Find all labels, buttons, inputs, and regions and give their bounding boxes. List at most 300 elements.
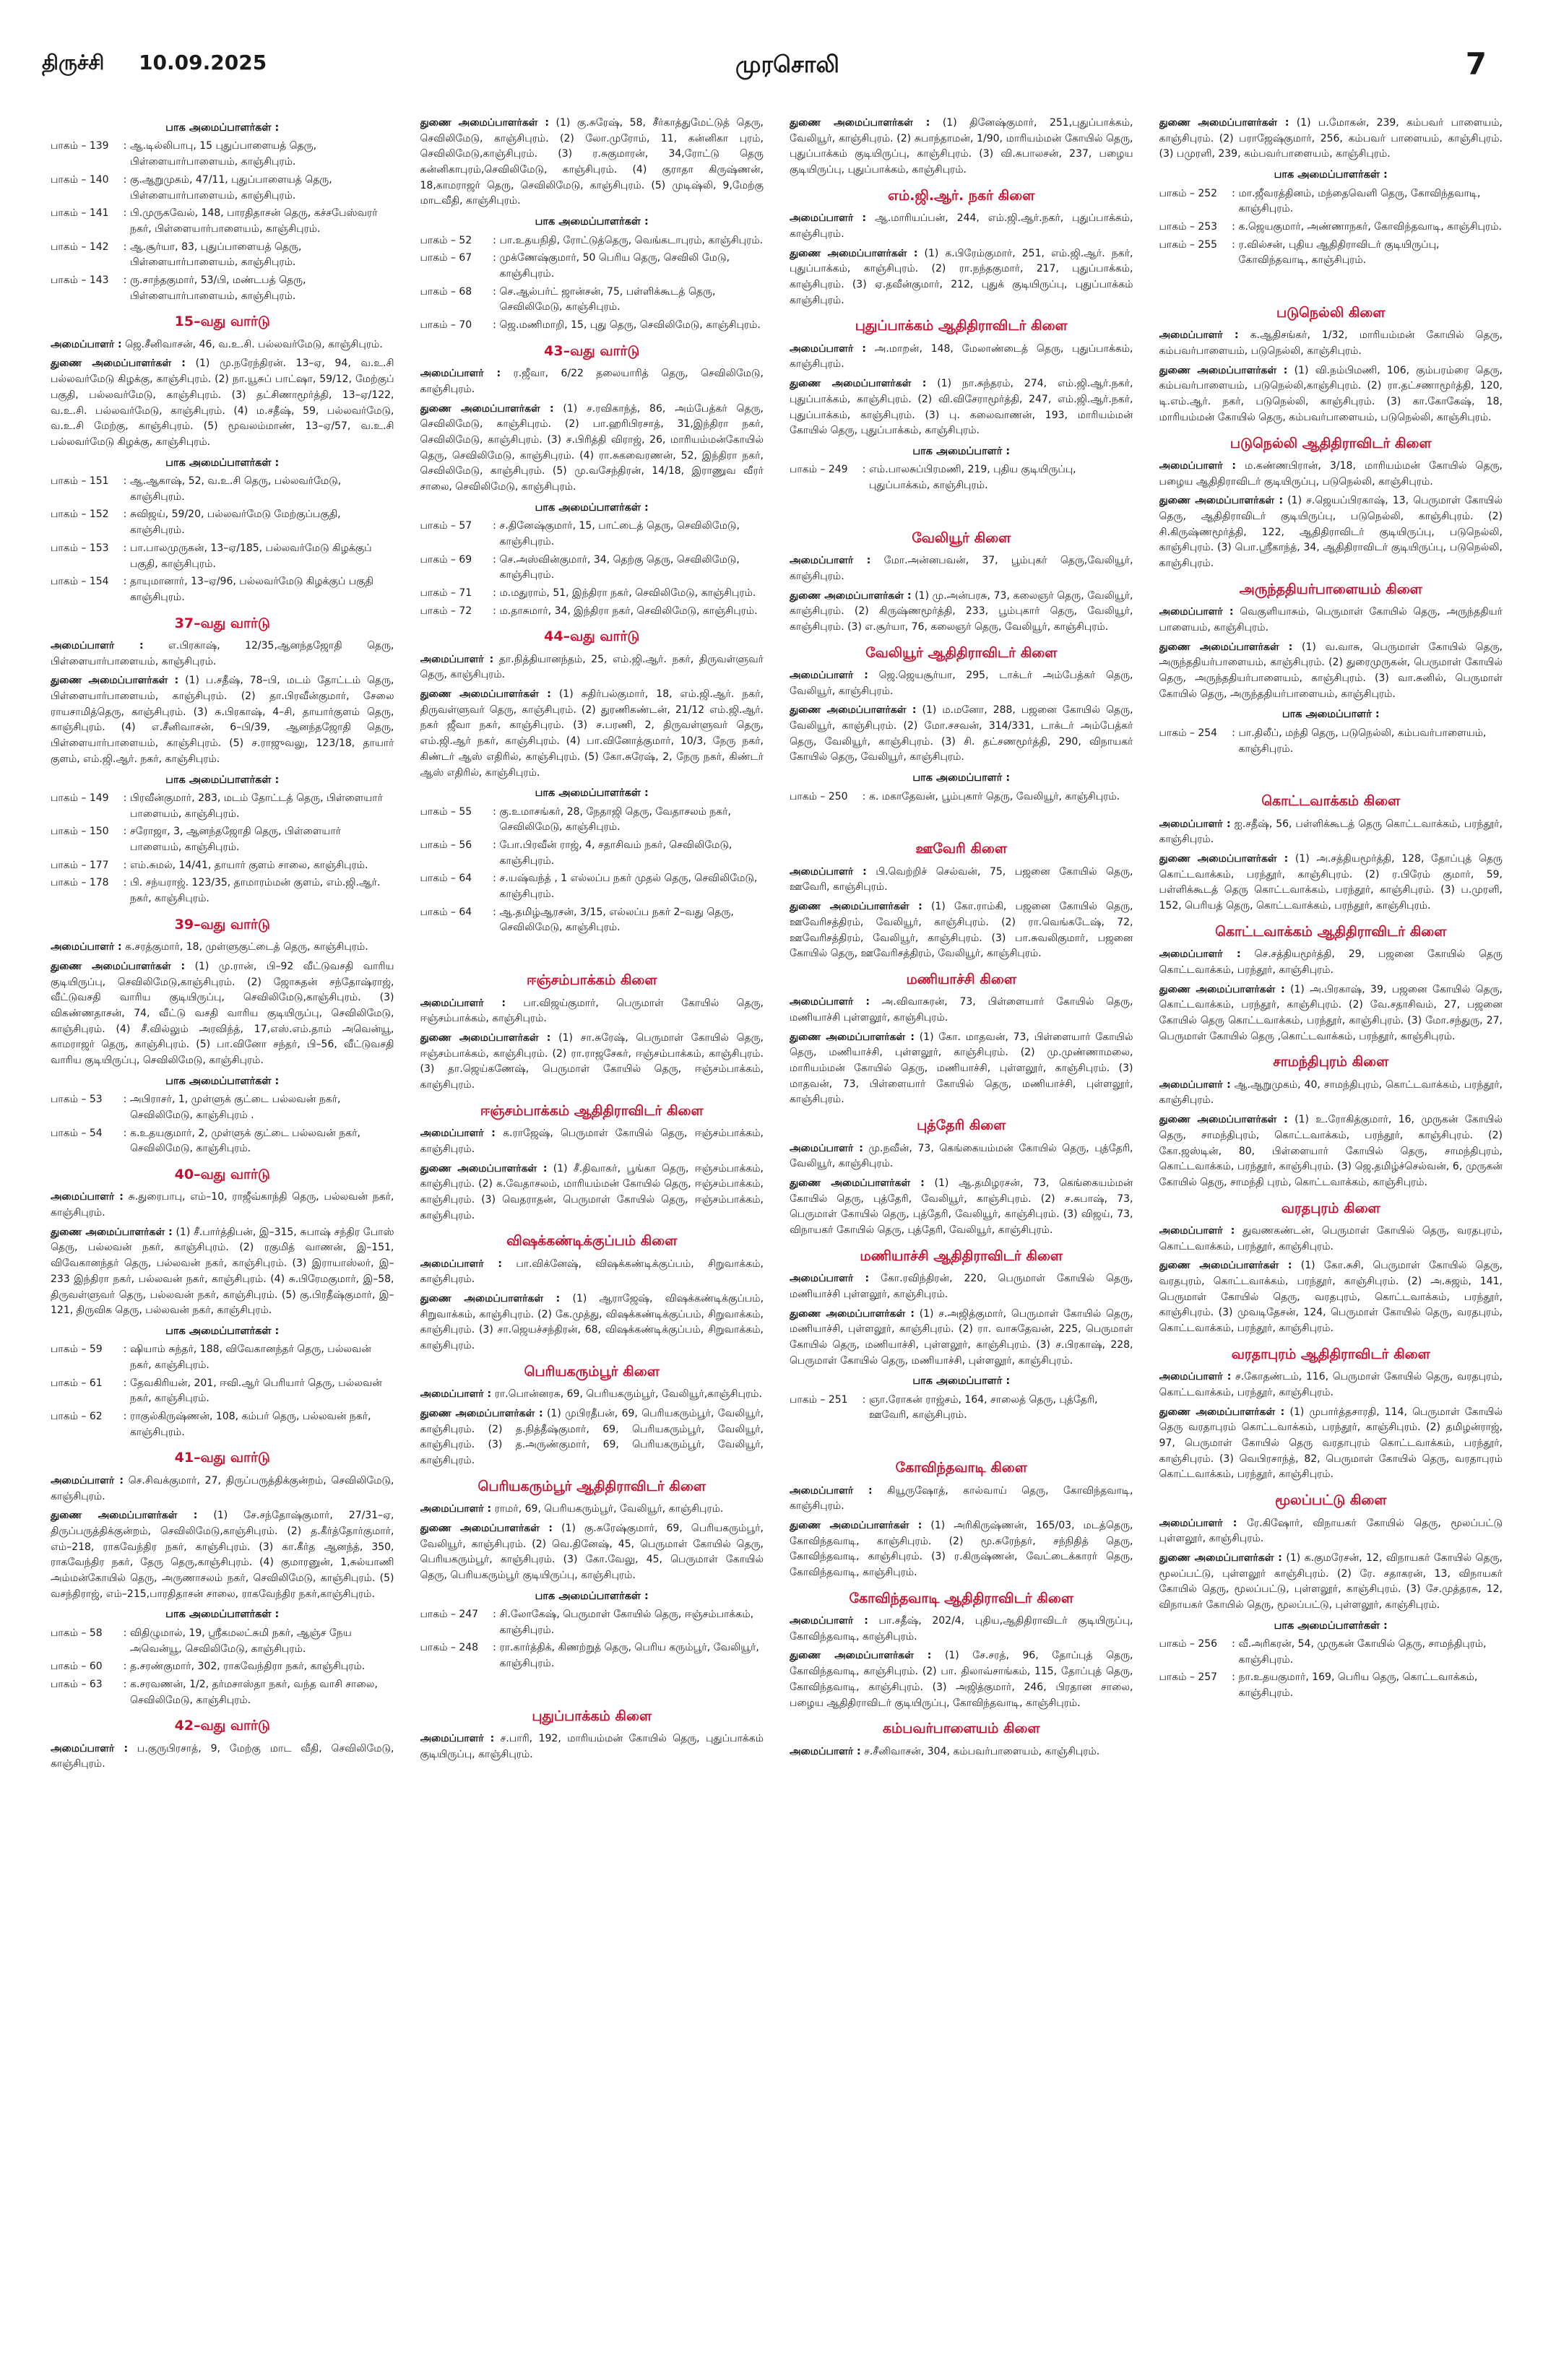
section-heading: ஈஞ்சம்பாக்கம் ஆதிதிராவிடர் கிளை	[480, 1102, 704, 1119]
booth-entry	[420, 553, 764, 584]
booth-entry	[51, 1626, 394, 1657]
appointee-details: ப.குருபிரசாத், 9, மேற்கு மாட வீதி, செவிலிமேடு, காஞ்சிபுரம்.	[51, 1742, 394, 1770]
booth-entry	[51, 507, 394, 538]
spacer	[420, 1674, 764, 1699]
booth-organizer: நா.உதயகுமார், 169, பெரிய தெரு, கொட்டவாக்கம், காஞ்சிபுரம்.	[1238, 1671, 1478, 1700]
booth-organizer: பி.முருகவேல், 148, பாரதிதாசன் தெரு, கச்சபேஸ்வரர் நகர், பிள்ளையார்பாளையம், காஞ்சிபுரம்.	[130, 207, 378, 235]
booth-number: பாகம் – 63	[51, 1678, 103, 1690]
role-label: துணை அமைப்பாளர்கள் :	[420, 117, 549, 129]
role-label: அமைப்பாளர் :	[790, 342, 866, 355]
role-label: துணை அமைப்பாளர்கள் :	[790, 589, 912, 602]
appointment-entry	[1159, 1405, 1503, 1483]
appointment-entry	[790, 1648, 1133, 1711]
booth-number: பாகம் – 139	[51, 140, 109, 152]
colon-separator: :	[123, 1627, 127, 1639]
booth-entry	[420, 251, 764, 282]
appointment-entry	[51, 1508, 394, 1602]
role-label: துணை அமைப்பாளர்கள் :	[51, 1226, 173, 1238]
role-label: துணை அமைப்பாளர்கள் :	[1159, 1260, 1292, 1272]
appointee-details: (1) தினேஷ்குமார், 251,புதுப்பாக்கம், வேலியூர், காஞ்சிபுரம். (2) சுபாந்தாமன், 1/90, மாரியம்மன் கோயில் தெரு, புதுப்பாக்கம் குடியிருப்பு, காஞ்சிபுரம். (3) வி.சுபாலசன், 237, பழைய குடியிருப்பு, புதுப்பாக்கம், காஞ்சிபுரம்.	[790, 117, 1133, 176]
spacer	[1159, 271, 1503, 295]
role-label: துணை அமைப்பாளர்கள் :	[790, 704, 917, 717]
colon-separator: :	[123, 1678, 127, 1690]
appointee-details: மு.நவீன், 73, கெங்கையம்மன் கோயில் தெரு, புத்தேரி, வேலியூர், காஞ்சிபுரம்.	[790, 1142, 1133, 1170]
booth-entry	[51, 858, 394, 874]
booth-number: பாகம் – 256	[1159, 1638, 1218, 1650]
role-label: அமைப்பாளர் :	[790, 1142, 863, 1154]
role-label: அமைப்பாளர் :	[1159, 1517, 1237, 1529]
subsection-heading: பாக அமைப்பாளர்கள் :	[535, 216, 649, 228]
role-label: அமைப்பாளர் :	[790, 1484, 873, 1497]
role-label: துணை அமைப்பாளர்கள் :	[1159, 1552, 1282, 1564]
booth-entry	[51, 791, 394, 822]
role-label: துணை அமைப்பாளர்கள் :	[51, 675, 179, 687]
appointee-details: சு.துரைபாபு, எம்–10, ராஜீவ்காந்தி தெரு, பல்லவன் நகர், காஞ்சிபுரம்.	[51, 1191, 394, 1219]
booth-number: பாகம் – 64	[420, 906, 472, 918]
colon-separator: :	[123, 1661, 127, 1673]
booth-organizer: கு.உமாசங்கர், 28, நேதாஜி தெரு, வேதாசலம் நகர், செவிலிமேடு, காஞ்சிபுரம்.	[499, 805, 731, 834]
booth-number: பாகம் – 141	[51, 207, 109, 220]
appointment-entry	[420, 1731, 764, 1762]
appointee-details: (1) முபிரதீபன், 69, பெரியகரும்பூர், வேலியூர், காஞ்சிபுரம். (2) த.நித்தீஷ்குமார், 69, பெரியகரும்பூர், வேலியூர், காஞ்சிபுரம். (3) த.அருண்குமார், 69, பெரியகரும்பூர், வேலியூர், காஞ்சிபுரம்.	[420, 1407, 764, 1467]
appointee-details: கியூருஷோத், கால்வாய் தெரு, கோவிந்தவாடி, காஞ்சிபுரம்.	[790, 1484, 1133, 1513]
booth-number: பாகம் – 143	[51, 274, 109, 286]
role-label: அமைப்பாளர் :	[51, 640, 144, 652]
subsection-heading: பாக அமைப்பாளர்கள் :	[535, 787, 649, 800]
role-label: அமைப்பாளர் :	[51, 1191, 124, 1203]
booth-entry	[420, 586, 764, 602]
role-label: அமைப்பாளர் :	[790, 996, 870, 1008]
appointment-entry	[790, 246, 1133, 309]
booth-number: பாகம் – 54	[51, 1127, 103, 1139]
booth-number: பாகம் – 67	[420, 252, 472, 264]
appointment-entry	[790, 995, 1133, 1026]
booth-number: பாகம் – 60	[51, 1661, 103, 1673]
booth-entry	[420, 805, 764, 836]
subsection-heading: பாக அமைப்பாளர் :	[912, 772, 1011, 784]
colon-separator: :	[123, 274, 127, 286]
appointee-details: (1) க.குமரேசன், 12, விநாயகர் கோயில் தெரு, மூலப்பட்டு, புள்ளலூர் காஞ்சிபுரம். (2) ரே. சதாகரன், 13, விநாயகர் கோயில் தெரு, மூலப்பட்டு, புள்ளலூர், காஞ்சிபுரம். (3) சே.முத்தரசு, 12, விநாயகர் கோயில் தெரு, மூலப்பட்டு, புள்ளலூர், காஞ்சிபுரம்.	[1159, 1552, 1503, 1611]
booth-entry	[51, 574, 394, 605]
booth-organizer: முக்ணேஷ்குமார், 50 பெரிய தெரு, செவிலி மேடு, காஞ்சிபுரம்.	[499, 252, 730, 280]
colon-separator: :	[862, 464, 866, 476]
appointee-details: அ.மாறன், 148, மேலாண்டைத் தெரு, புதுப்பாக்கம், காஞ்சிபுரம்.	[790, 342, 1133, 371]
booth-organizer: சி.லோகேஷ், பெருமாள் கோயில் தெரு, ஈஞ்சம்பாக்கம், காஞ்சிபுரம்.	[499, 1609, 754, 1636]
appointment-entry	[420, 652, 764, 683]
appointment-entry	[1159, 328, 1503, 359]
colon-separator: :	[862, 790, 866, 802]
section-heading: அருந்ததியர்பாளையம் கிளை	[1239, 581, 1422, 597]
appointee-details: துவணகண்டன், பெருமாள் கோயில் தெரு, வரதபுரம், கொட்டவாக்கம், பரந்தூர், காஞ்சிபுரம்.	[1159, 1225, 1503, 1252]
booth-organizer: ராகுல்கிருஷ்ணன், 108, கம்பர் தெரு, பல்லவன் நகர், காஞ்சிபுரம்.	[130, 1411, 371, 1438]
booth-entry	[51, 1659, 394, 1675]
booth-number: பாகம் – 252	[1159, 187, 1218, 199]
spacer	[1159, 759, 1503, 784]
appointee-details: ஜெ.சீனிவாசன், 46, வ.உ.சி. பல்லவர்மேடு, காஞ்சிபுரம்.	[125, 338, 383, 350]
role-label: துணை அமைப்பாளர்கள் :	[1159, 853, 1289, 865]
booth-number: பாகம் – 70	[420, 319, 472, 332]
appointment-entry	[1159, 817, 1503, 848]
appointment-entry	[790, 116, 1133, 178]
role-label: அமைப்பாளர் :	[51, 1742, 129, 1754]
subsection-heading: பாக அமைப்பாளர் :	[912, 445, 1011, 457]
booth-number: பாகம் – 140	[51, 173, 109, 186]
appointee-details: (1) ம.மனோ, 288, பஜனை கோயில் தெரு, வேலியூர், காஞ்சிபுரம். (2) மோ.சசவன், 314/331, டாக்டர் அம்பேத்கர் தெரு, வேலியூர், காஞ்சிபுரம். (3) சி. தட்சணமூர்த்தி, 290, விநாயகர் கோயில் தெரு, வேலியூர், காஞ்சிபுரம்.	[790, 704, 1133, 763]
booth-number: பாகம் – 61	[51, 1377, 103, 1389]
colon-separator: :	[123, 1411, 127, 1423]
booth-organizer: சுவிஜய், 59/20, பல்லவர்மேடு மேற்குப்பகுதி, காஞ்சிபுரம்.	[130, 509, 341, 537]
role-label: அமைப்பாளர் :	[1159, 459, 1236, 472]
booth-organizer: பா.பாலமுருகன், 13–ஏ/185, பல்லவர்மேடு கிழக்குப் பகுதி, காஞ்சிபுரம்.	[130, 542, 372, 570]
booth-number: பாகம் – 62	[51, 1411, 103, 1423]
subsection-heading: பாக அமைப்பாளர்கள் :	[165, 1325, 280, 1337]
colon-separator: :	[123, 173, 127, 186]
appointee-details: ச.கோதண்டம், 116, பெருமாள் கோயில் தெரு, வரதபுரம், கொட்டவாக்கம், பரந்தூர், காஞ்சிபுரம்.	[1159, 1371, 1503, 1398]
appointee-details: கோ.ரவிந்திரன், 220, பெருமாள் கோயில் தெரு, மணியாச்சி புள்ளலூர், காஞ்சிபுரம்.	[790, 1273, 1133, 1300]
booth-organizer: ம.மதுராம், 51, இந்திரா நகர், செவிலிமேடு, காஞ்சிபுரம்.	[499, 587, 756, 599]
role-label: துணை அமைப்பாளர்கள் :	[1159, 117, 1289, 129]
booth-number: பாகம் – 149	[51, 792, 109, 804]
appointee-details: (1) முபார்த்தசாரதி, 114, பெருமாள் கோயில் தெரு வரதாபுரம் கொட்டவாக்கம், பரந்தூர், காஞ்சிபுரம். (2) தமிழன்ராஜ், 97, பெருமாள் கோயில் தெரு வரதாபுரம் கொட்டவாக்கம், பரந்தூர், காஞ்சிபுரம். (3) வெபிரசாந்த், 82, பெருமாள் கோயில் தெரு, வரதாபுரம் கொட்டவாக்கம், பரந்தூர், காஞ்சிபுரம்.	[1159, 1406, 1503, 1481]
booth-organizer: பிரவீன்குமார், 283, மடம் தோட்டத் தெரு, பிள்ளையார் பாளையம், காஞ்சிபுரம்.	[130, 792, 383, 820]
colon-separator: :	[123, 542, 127, 554]
booth-entry	[420, 519, 764, 550]
booth-organizer: ஆ.டில்லிபாபு, 15 புதுப்பாளையத் தெரு, பிள்ளையார்பாளையம், காஞ்சிபுரம்.	[130, 140, 317, 168]
appointment-entry	[1159, 459, 1503, 490]
appointment-entry	[1159, 363, 1503, 426]
subsection-heading: பாக அமைப்பாளர்கள் :	[1274, 1619, 1388, 1632]
role-label: அமைப்பாளர் :	[420, 997, 506, 1009]
appointee-details: (1) கோ.ராம்கி, பஜனை கோயில் தெரு, ஊவேரிசத்திரம், வேலியூர், காஞ்சிபுரம். (2) ரா.வெங்கடேஷ், 72, ஊவேரிசத்திரம், வேலியூர், காஞ்சிபுரம். (3) பா.சுவலிகுமார், பஜனை கோயில் தெரு, ஊவேரிசத்திரம், வேலியூர், காஞ்சிபுரம்.	[790, 901, 1133, 960]
colon-separator: :	[123, 877, 127, 889]
appointment-entry	[420, 1257, 764, 1288]
booth-number: பாகம் – 248	[420, 1642, 479, 1654]
subsection-heading: பாக அமைப்பாளர்கள் :	[165, 774, 280, 786]
subsection-heading: பாக அமைப்பாளர் :	[1281, 709, 1380, 721]
appointment-entry	[790, 899, 1133, 962]
role-label: துணை அமைப்பாளர்கள் :	[1159, 1406, 1285, 1418]
role-label: துணை அமைப்பாளர்கள் :	[420, 1031, 551, 1044]
booth-number: பாகம் – 56	[420, 839, 472, 852]
booth-number: பாகம் – 64	[420, 873, 472, 885]
appointee-details: ச.சீனிவாசன், 304, கம்பவர்பாளையம், காஞ்சிபுரம்.	[864, 1745, 1100, 1757]
section-heading: 43–வது வார்டு	[544, 342, 640, 359]
section-heading: கம்பவர்பாளையம் கிளை	[882, 1721, 1040, 1737]
booth-number: பாகம் – 178	[51, 877, 109, 889]
section-heading: புத்தேரி கிளை	[917, 1117, 1006, 1134]
role-label: துணை அமைப்பாளர்கள் :	[51, 358, 186, 370]
booth-entry	[51, 1126, 394, 1157]
booth-number: பாகம் – 253	[1159, 220, 1218, 233]
column-3	[790, 116, 1133, 2369]
appointee-details: வெகுளியாசும், பெருமாள் கோயில் தெரு, அருந்ததியர் பாளையம், காஞ்சிபுரம்.	[1159, 606, 1503, 633]
booth-organizer: விதிழுமால், 19, ஸ்ரீகமலட்சுமி நகர், ஆஞ்ச நேய அவென்யூ, செவிலிமேடு, காஞ்சிபுரம்.	[130, 1627, 352, 1655]
appointment-entry	[790, 1141, 1133, 1172]
role-label: துணை அமைப்பாளர்கள் :	[790, 378, 927, 390]
section-heading: கொட்டவாக்கம் கிளை	[1261, 793, 1401, 810]
appointment-entry	[420, 1387, 764, 1403]
appointee-details: (1) ஆராஜேஷ், விஷக்கண்டிக்குப்பம், சிறுவாக்கம், காஞ்சிபுரம். (2) கே.முத்து, விஷக்கண்டிக்குப்பம், சிறுவாக்கம், காஞ்சிபுரம். (3) சா.ஜெயச்சந்திரன், 68, விஷக்கண்டிக்குப்பம், சிறுவாக்கம், காஞ்சிபுரம்.	[420, 1293, 764, 1352]
booth-number: பாகம் – 142	[51, 241, 109, 253]
appointee-details: (1) கு.சுரேஷ், 58, சீர்காத்துமேட்டுத் தெரு, செவிலிமேடு, காஞ்சிபுரம். (2) லோ.முரோம், 11, கன்னிகா புரம், செவிலிமேடு,காஞ்சிபுரம். (3) ர.சுகுமாரன், 34,ரோட்டு தெரு கன்னிகாபுரம்,செவிலிமேடு, காஞ்சிபுரம். (4) குராதா கிருஷ்ணன், 18,காமராஜர் தெரு, செவிலிமேடு, காஞ்சிபுரம். (5) முடிஷ்லி, 9,மேற்கு மாடவீதி, காஞ்சிபுரம்.	[420, 117, 764, 207]
booth-organizer: ஜெ.மணிமாறி, 15, புது தெரு, செவிலிமேடு, காஞ்சிபுரம்.	[499, 319, 761, 332]
appointment-entry	[1159, 1224, 1503, 1255]
role-label: துணை அமைப்பாளர்கள் :	[420, 688, 551, 701]
booth-entry	[51, 875, 394, 906]
appointment-entry	[51, 673, 394, 767]
role-label: அமைப்பாளர் :	[420, 1733, 495, 1745]
spacer	[420, 938, 764, 963]
appointment-entry	[51, 1225, 394, 1319]
role-label: துணை அமைப்பாளர்கள் :	[51, 960, 186, 972]
spacer	[790, 496, 1133, 521]
booth-entry	[790, 789, 1133, 805]
booth-number: பாகம் – 257	[1159, 1671, 1218, 1684]
colon-separator: :	[493, 605, 496, 617]
section-heading: படுநெல்லி ஆதிதிராவிடர் கிளை	[1229, 435, 1432, 451]
section-heading: படுநெல்லி கிளை	[1276, 304, 1386, 321]
booth-organizer: எம்.சுமல், 14/41, தாயார் குளம் சாலை, காஞ்சிபுரம்.	[130, 859, 368, 871]
booth-organizer: எம்.பாலசுப்பிரமணி, 219, புதிய குடியிருப்பு, புதுப்பாக்கம், காஞ்சிபுரம்.	[869, 464, 1076, 492]
appointment-entry	[420, 1521, 764, 1584]
booth-entry	[51, 173, 394, 204]
colon-separator: :	[123, 1127, 127, 1139]
appointee-details: ஆ.ஆறுமுகம், 40, சாமந்திபுரம், கொட்டவாக்கம், பரந்தூர், காஞ்சிபுரம்.	[1159, 1078, 1503, 1107]
subsection-heading: பாக அமைப்பாளர்கள் :	[535, 1590, 649, 1602]
section-heading: மணியாச்சி கிளை	[906, 971, 1016, 987]
appointee-details: பி.வெற்றிச் செல்வன், 75, பஜனை கோயில் தெரு, ஊவேரி, காஞ்சிபுரம்.	[790, 865, 1133, 893]
booth-organizer: பி. சந்யராஜ். 123/35, தாமாரம்மன் குளம், எம்.ஜி.ஆர். நகர், காஞ்சிபுரம்.	[130, 877, 381, 905]
appointee-details: (1) சுதிர்பல்குமார், 18, எம்.ஜி.ஆர். நகர், திருவள்ளுவர் தெரு, காஞ்சிபுரம். (2) துரணிகண்டன், 21/12 எம்.ஜி.ஆர். நகர் ஜீவா நகர், காஞ்சிபுரம். (3) ச.பரணி, 2, திருவள்ளுவர் தெரு, எம்.ஜி.ஆர் நகர், காஞ்சிபுரம். (4) பா.வினோத்குமார், 10/3, நேரு நகர், கிண்டர் ஆஸ் எதிரில், காஞ்சிபுரம். (5) கோ.சுரேஷ், 2, நேரு நகர், கிண்டர் ஆஸ் எதிரில், காஞ்சிபுரம்.	[420, 688, 764, 779]
appointment-entry	[1159, 947, 1503, 978]
booth-organizer: ச.தினேஷ்குமார், 15, பாட்டைத் தெரு, செவிலிமேடு, காஞ்சிபுரம்.	[499, 520, 740, 548]
appointee-details: ரா.பொன்னரசு, 69, பெரியகரும்பூர், வேலியூர்,காஞ்சிபுரம்.	[494, 1388, 762, 1401]
subsection-heading: பாக அமைப்பாளர்கள் :	[165, 456, 280, 469]
booth-number: பாகம் – 250	[790, 790, 848, 802]
role-label: அமைப்பாளர் :	[51, 338, 122, 350]
booth-number: பாகம் – 153	[51, 542, 109, 554]
appointee-details: (1) சே.சந்தோஷ்குமார், 27/31–ஏ, திருப்பருத்திக்குன்றம், செவிலிமேடு,காஞ்சிபுரம். (2) த.கீர்த்தோர்குமார், எம்–218, ராகவேந்திர நகர், காஞ்சிபுரம். (3) கா.கீர்த ஆனந்த், 350, ராகவேந்திர நகர், தேரு தெரு,காஞ்சிபுரம். (4) குமாரனுன், 1,சுல்யாணி அம்மன்கோயில் தெரு, அருணாசலம் நகர், செவிலிமேடு, காஞ்சிபுரம். (5) வசந்திராஜ், எம்–215,பாரதிதாசன் சாலை, ராகவேந்திர நகர்,காஞ்சிபுரம்.	[51, 1510, 394, 1600]
appointment-entry	[790, 211, 1133, 242]
role-label: அமைப்பாளர் :	[420, 1128, 496, 1140]
booth-entry	[51, 139, 394, 170]
booth-organizer: ஞா.ரோகன் ராஜ்சம், 164, சாலைத் தெரு, புத்தேரி, ஊவேரி, காஞ்சிபுரம்.	[869, 1393, 1098, 1421]
role-label: துணை அமைப்பாளர்கள் :	[790, 901, 922, 913]
role-label: துணை அமைப்பாளர்கள் :	[790, 247, 918, 259]
booth-number: பாகம் – 154	[51, 576, 109, 588]
appointment-entry	[790, 1030, 1133, 1108]
booth-number: பாகம் – 152	[51, 509, 109, 521]
colon-separator: :	[123, 475, 127, 488]
subsection-heading: பாக அமைப்பாளர் :	[912, 1375, 1011, 1388]
colon-separator: :	[493, 1609, 496, 1621]
colon-separator: :	[1232, 220, 1235, 233]
appointment-entry	[1159, 1112, 1503, 1190]
booth-organizer: க.ஜெயகுமார், அண்ணாநகர், கோவிந்தவாடி, காஞ்சிபுரம்.	[1238, 220, 1502, 233]
booth-entry	[420, 871, 764, 902]
role-label: துணை அமைப்பாளர்கள் :	[420, 1407, 543, 1419]
colon-separator: :	[123, 792, 127, 804]
appointee-details: (1) சீ.திவாகர், பூங்கா தெரு, ஈஞ்சம்பாக்கம், காஞ்சிபுரம். (2) க.வேதாசலம், மாரியம்மன் கோயில் தெரு, ஈஞ்சம்பாக்கம், காஞ்சிபுரம். (3) வெதராதன், பெருமாள் கோயில் தெரு, ஈஞ்சம்பாக்கம், காஞ்சிபுரம்.	[420, 1162, 764, 1221]
role-label: அமைப்பாளர் :	[420, 1258, 503, 1270]
booth-number: பாகம் – 255	[1159, 238, 1218, 251]
colon-separator: :	[123, 1377, 127, 1389]
section-heading: 39–வது வார்டு	[174, 916, 270, 932]
role-label: துணை அமைப்பாளர்கள் :	[790, 1177, 925, 1189]
section-heading: விஷக்கண்டிக்குப்பம் கிளை	[506, 1233, 678, 1250]
section-heading: 15–வது வார்டு	[174, 313, 270, 330]
appointee-details: மோ.அன்னபவன், 37, பூம்புகர் தெரு,வேலியூர், காஞ்சிபுரம்.	[790, 555, 1133, 582]
booth-organizer: ஷியாம் சுந்தர், 188, விவேகானந்தர் தெரு, பல்லவன் நகர், காஞ்சிபுரம்.	[130, 1343, 371, 1372]
section-heading: வரதபுரம் கிளை	[1281, 1200, 1380, 1216]
section-heading: பெரியகரும்பூர் ஆதிதிராவிடர் கிளை	[477, 1478, 706, 1494]
role-label: துணை அமைப்பாளர்கள் :	[790, 117, 930, 129]
booth-entry	[420, 285, 764, 316]
role-label: துணை அமைப்பாளர்கள் :	[790, 1650, 932, 1662]
appointee-details: செ.சத்தியமூர்த்தி, 29, பஜனை கோயில் தெரு கொட்டவாக்கம், பரந்தூர், காஞ்சிபுரம்.	[1159, 948, 1503, 976]
appointee-details: ராமர், 69, பெரியகரும்பூர், வேலியூர், காஞ்சிபுரம்.	[494, 1503, 724, 1515]
role-label: அமைப்பாளர் :	[790, 212, 867, 225]
subsection-heading: பாக அமைப்பாளர்கள் :	[165, 1609, 280, 1621]
role-label: துணை அமைப்பாளர்கள் :	[1159, 641, 1293, 653]
booth-organizer: பா.உதயநிதி, ரோட்டுத்தெரு, வெங்கடாபுரம், காஞ்சிபுரம்.	[499, 234, 764, 246]
appointment-entry	[790, 668, 1133, 699]
section-heading: வேலியூர் ஆதிதிராவிடர் கிளை	[865, 644, 1058, 661]
colon-separator: :	[123, 576, 127, 588]
booth-entry	[51, 541, 394, 572]
appointee-details: க.ராஜேஷ், பெருமாள் கோயில் தெரு, ஈஞ்சம்பாக்கம், காஞ்சிபுரம்.	[420, 1128, 764, 1155]
colon-separator: :	[493, 319, 496, 332]
appointee-details: (1) வி.நம்பிமணி, 106, கும்பரம்ரை தெரு, கம்பவர்பாளையம், படுநெல்லி,காஞ்சிபுரம். (2) ரா.தட்சணாமூர்த்தி, 120, டி.எம்.ஆர். நகர், படுநெல்லி, காஞ்சிபுரம். (3) கா.கோகேஷ், 18, மாரியம்மன் கோயில் தெரு, கம்பவர்பாளையம், படுநெல்லி, காஞ்சிபுரம்.	[1159, 364, 1503, 423]
booth-entry	[1159, 1670, 1503, 1701]
booth-organizer: வீ.அரிகரன், 54, முருகன் கோயில் தெரு, சாமந்திபுரம், காஞ்சிபுரம்.	[1238, 1638, 1487, 1666]
role-label: அமைப்பாளர் :	[51, 941, 122, 953]
booth-entry	[51, 1376, 394, 1407]
booth-organizer: க.சரவணன், 1/2, தர்மசாஸ்தா நகர், வந்த வாசி சாலை, செவிலிமேடு, காஞ்சிபுரம்.	[130, 1678, 378, 1706]
colon-separator: :	[123, 207, 127, 220]
appointment-entry	[51, 639, 394, 670]
column-1	[51, 116, 394, 2369]
section-heading: ஊவேரி கிளை	[915, 841, 1008, 857]
appointment-entry	[420, 1126, 764, 1157]
appointee-details: செ.சிவக்குமார், 27, திருப்பருத்திக்குன்றம், செவிலிமேடு, காஞ்சிபுரம்.	[51, 1474, 394, 1502]
appointment-entry	[790, 1614, 1133, 1645]
role-label: அமைப்பாளர் :	[790, 865, 867, 878]
appointee-details: (1) கோ.சுசி, பெருமாள் கோயில் தெரு, வரதபுரம், கொட்டவாக்கம், பரந்தூர், காஞ்சிபுரம். (2) அ.சுஜம், 141, பெருமாள் கோயில் தெரு, வரதபுரம், கொட்டவாக்கம், பரந்தூர், காஞ்சிபுரம். (3) முவடிதேசன், 124, பெருமாள் கோயில் தெரு, வரதபுரம், கொட்டவாக்கம், பரந்தூர், காஞ்சிபுரம்.	[1159, 1260, 1503, 1335]
booth-organizer: செ.அஸ்வின்குமார், 34, தெற்கு தெரு, செவிலிமேடு, காஞ்சிபுரம்.	[499, 553, 740, 581]
appointee-details: (1) வ.வாசு, பெருமாள் கோயில் தெரு, அருந்ததியர்பாளையம், காஞ்சிபுரம். (2) துரைமுருகன், பெருமாள் கோயில் தெரு, அருந்ததியர்பாளையம், காஞ்சிபுரம். (3) வா.சுனில், பெருமாள் கோயில் தெரு, அருந்ததியர்பாளையம், காஞ்சிபுரம்.	[1159, 641, 1503, 700]
page-number: 7	[1465, 46, 1487, 82]
booth-number: பாகம் – 55	[420, 805, 472, 818]
colon-separator: :	[123, 826, 127, 838]
booth-organizer: அபிராசர், 1, முள்ளுக் குட்டை பல்லவன் நகர், செவிலிமேடு, காஞ்சிபுரம் .	[130, 1094, 341, 1121]
appointee-details: ஜெ.ஜெயசூர்யா, 295, டாக்டர் அம்பேத்கர் தெரு, வேலியூர், காஞ்சிபுரம்.	[790, 670, 1133, 697]
section-heading: கோவிந்தவாடி ஆதிதிராவிடர் கிளை	[849, 1590, 1073, 1606]
subsection-heading: பாக அமைப்பாளர்கள் :	[1274, 169, 1388, 181]
role-label: துணை அமைப்பாளர்கள் :	[420, 1162, 548, 1174]
appointee-details: ம.கண்ணபிரான், 3/18, மாரியம்மன் கோயில் தெரு, பழைய ஆதிதிராவிடர் குடியிருப்பு, படுநெல்லி, காஞ்சிபுரம்.	[1159, 459, 1503, 488]
booth-number: பாகம் – 72	[420, 605, 472, 617]
subsection-heading: பாக அமைப்பாளர்கள் :	[165, 1075, 280, 1087]
appointee-details: பா.விஜய்குமார், பெருமாள் கோயில் தெரு, ஈஞ்சம்பாக்கம், காஞ்சிபுரம்.	[420, 997, 764, 1025]
colon-separator: :	[123, 1094, 127, 1106]
booth-number: பாகம் – 251	[790, 1393, 848, 1406]
booth-entry	[51, 824, 394, 855]
appointment-entry	[420, 1502, 764, 1518]
appointee-details: (1) கு.சுரேஷ்குமார், 69, பெரியகரும்பூர், வேலியூர், காஞ்சிபுரம். (2) வெ.தினேஷ், 45, பெருமாள் கோயில் தெரு, பெரியகரும்பூர், காஞ்சிபுரம். (3) கோ.வேலு, 45, பெருமாள் கோயில் தெரு, பெரியகரும்பூர் குடியிருப்பு, காஞ்சிபுரம்.	[420, 1522, 764, 1581]
role-label: துணை அமைப்பாளர்கள் :	[1159, 983, 1285, 995]
colon-separator: :	[1232, 1671, 1235, 1684]
colon-separator: :	[493, 252, 496, 264]
column-4	[1159, 116, 1503, 2369]
appointment-entry	[1159, 493, 1503, 571]
appointment-entry	[1159, 1516, 1503, 1547]
appointment-entry	[790, 1744, 1133, 1760]
section-heading: மணியாச்சி ஆதிதிராவிடர் கிளை	[860, 1247, 1063, 1264]
role-label: அமைப்பாளர் :	[420, 1388, 492, 1401]
appointee-details: எ.பிரகாஷ், 12/35,ஆனந்தஜோதி தெரு, பிள்ளையார்பாளையம், காஞ்சிபுரம்.	[51, 640, 394, 667]
booth-entry	[51, 1409, 394, 1440]
colon-separator: :	[493, 873, 496, 885]
appointee-details: ஆ.மாரியப்பன், 244, எம்.ஜி.ஆர்.நகர், புதுப்பாக்கம், காஞ்சிபுரம்.	[790, 212, 1133, 240]
colon-separator: :	[1232, 187, 1235, 199]
role-label: அமைப்பாளர் :	[1159, 1078, 1231, 1091]
booth-entry	[420, 838, 764, 869]
colon-separator: :	[123, 241, 127, 253]
appointment-entry	[51, 940, 394, 956]
edition-city: திருச்சி	[42, 51, 105, 74]
booth-entry	[51, 1677, 394, 1708]
section-heading: 42–வது வார்டு	[174, 1718, 270, 1734]
colon-separator: :	[493, 805, 496, 818]
appointee-details: (1) மு.நரேந்திரன். 13–ஏ, 94, வ.உ.சி பல்லவர்மேடு கிழக்கு, காஞ்சிபுரம். (2) நா.யூசுப் பாட்ஷா, 59/12, மேற்குப் பகுதி, பல்லவர்மேடு, காஞ்சிபுரம். (3) தட்சிணாமூர்த்தி, 13–ஏ/122, வ.உ.சி. பல்லவர்மேடு, காஞ்சிபுரம். (4) ம.சதீஷ், 59, பல்லவர்மேடு, வ.உ.சி மேற்கு, காஞ்சிபுரம். (5) மூவலம்மாண், 13–ஏ/57, வ.உ.சி பல்லவர்மேடு கிழக்கு, காஞ்சிபுரம்.	[51, 358, 394, 448]
booth-number: பாகம் – 254	[1159, 727, 1218, 739]
appointment-entry	[1159, 1369, 1503, 1401]
appointment-entry	[790, 1518, 1133, 1581]
role-label: அமைப்பாளர் :	[420, 368, 501, 380]
booth-number: பாகம் – 71	[420, 587, 472, 599]
role-label: அமைப்பாளர் :	[1159, 329, 1239, 342]
appointment-entry	[420, 1031, 764, 1094]
appointee-details: (1) ச.ரவிகாந்த், 86, அம்பேத்கர் தெரு, செவிலிமேடு, காஞ்சிபுரம். (2) பா.ஹரிபிரசாத், 31,இந்திரா நகர், செவிலிமேடு, காஞ்சிபுரம். (3) ச.பிரித்தி விராஜ், 26, மாரியம்மன்கோயில் தெரு, செவிலிமேடு, காஞ்சிபுரம். (4) ரா.சுகவைரணன், 52, இந்திரா நகர், செவிலிமேடு, காஞ்சிபுரம். (5) மு.வசேந்திரன், 14/18, இராணுவ வீரர் சாலை, செவிலிமேடு, காஞ்சிபுரம்.	[420, 402, 764, 493]
masthead	[42, 46, 1487, 85]
appointee-details: ஐ.சதீஷ், 56, பள்ளிக்கூடத் தெரு கொட்டவாக்கம், பரந்தூர், காஞ்சிபுரம்.	[1159, 818, 1503, 846]
colon-separator: :	[493, 587, 496, 599]
colon-separator: :	[493, 839, 496, 852]
booth-organizer: சரோஜா, 3, ஆனந்தஜோதி தெரு, பிள்ளையார் பாளையம், காஞ்சிபுரம்.	[130, 826, 341, 854]
appointee-details: (1) நா.சுந்தரம், 274, எம்.ஜி.ஆர்.நகர், புதுப்பாக்கம், காஞ்சிபுரம். (2) வி.விசேராமூர்த்தி, 247, எம்.ஜி.ஆர்.நகர், புதுப்பாக்கம், காஞ்சிபுரம். (3) பு. கலைவாணன், 193, மாரியம்மன் கோயில் தெரு, புதுப்பாக்கம், காஞ்சிபுரம்.	[790, 378, 1133, 437]
booth-entry	[420, 905, 764, 936]
colon-separator: :	[493, 285, 496, 298]
booth-number: பாகம் – 53	[51, 1094, 103, 1106]
role-label: அமைப்பாளர் :	[790, 670, 868, 682]
section-heading: புதுப்பாக்கம் ஆதிதிராவிடர் கிளை	[855, 318, 1068, 334]
appointment-entry	[420, 116, 764, 209]
appointment-entry	[1159, 982, 1503, 1045]
booth-organizer: ம.தாசுமார், 34, இந்திரா நகர், செவிலிமேடு, காஞ்சிபுரம்.	[499, 605, 758, 617]
booth-organizer: தாயுமானார், 13–ஏ/96, பல்லவர்மேடு கிழக்குப் பகுதி காஞ்சிபுரம்.	[130, 576, 373, 603]
booth-organizer: ரா.கார்த்திக், கிணற்றுத் தெரு, பெரிய கரும்பூர், வேலியூர், காஞ்சிபுரம்.	[499, 1642, 759, 1670]
booth-entry	[51, 273, 394, 304]
appointment-entry	[420, 1291, 764, 1354]
booth-number: பாகம் – 150	[51, 826, 109, 838]
booth-entry	[420, 604, 764, 620]
booth-organizer: பா.திலீப், மந்தி தெரு, படுநெல்லி, கம்பவர்பாளையம், காஞ்சிபுரம்.	[1238, 727, 1487, 755]
booth-organizer: ர.வில்சன், புதிய ஆதிதிராவிடர் குடியிருப்பு, கோவிந்தவாடி, காஞ்சிபுரம்.	[1238, 238, 1440, 267]
booth-organizer: ஆ.சூர்யா, 83, புதுப்பாளையத் தெரு, பிள்ளையார்பாளையம், காஞ்சிபுரம்.	[130, 241, 302, 269]
booth-organizer: க. மகாதேவன், பூம்புகார் தெரு, வேலியூர், காஞ்சிபுரம்.	[869, 790, 1120, 802]
booth-number: பாகம் – 58	[51, 1627, 103, 1639]
